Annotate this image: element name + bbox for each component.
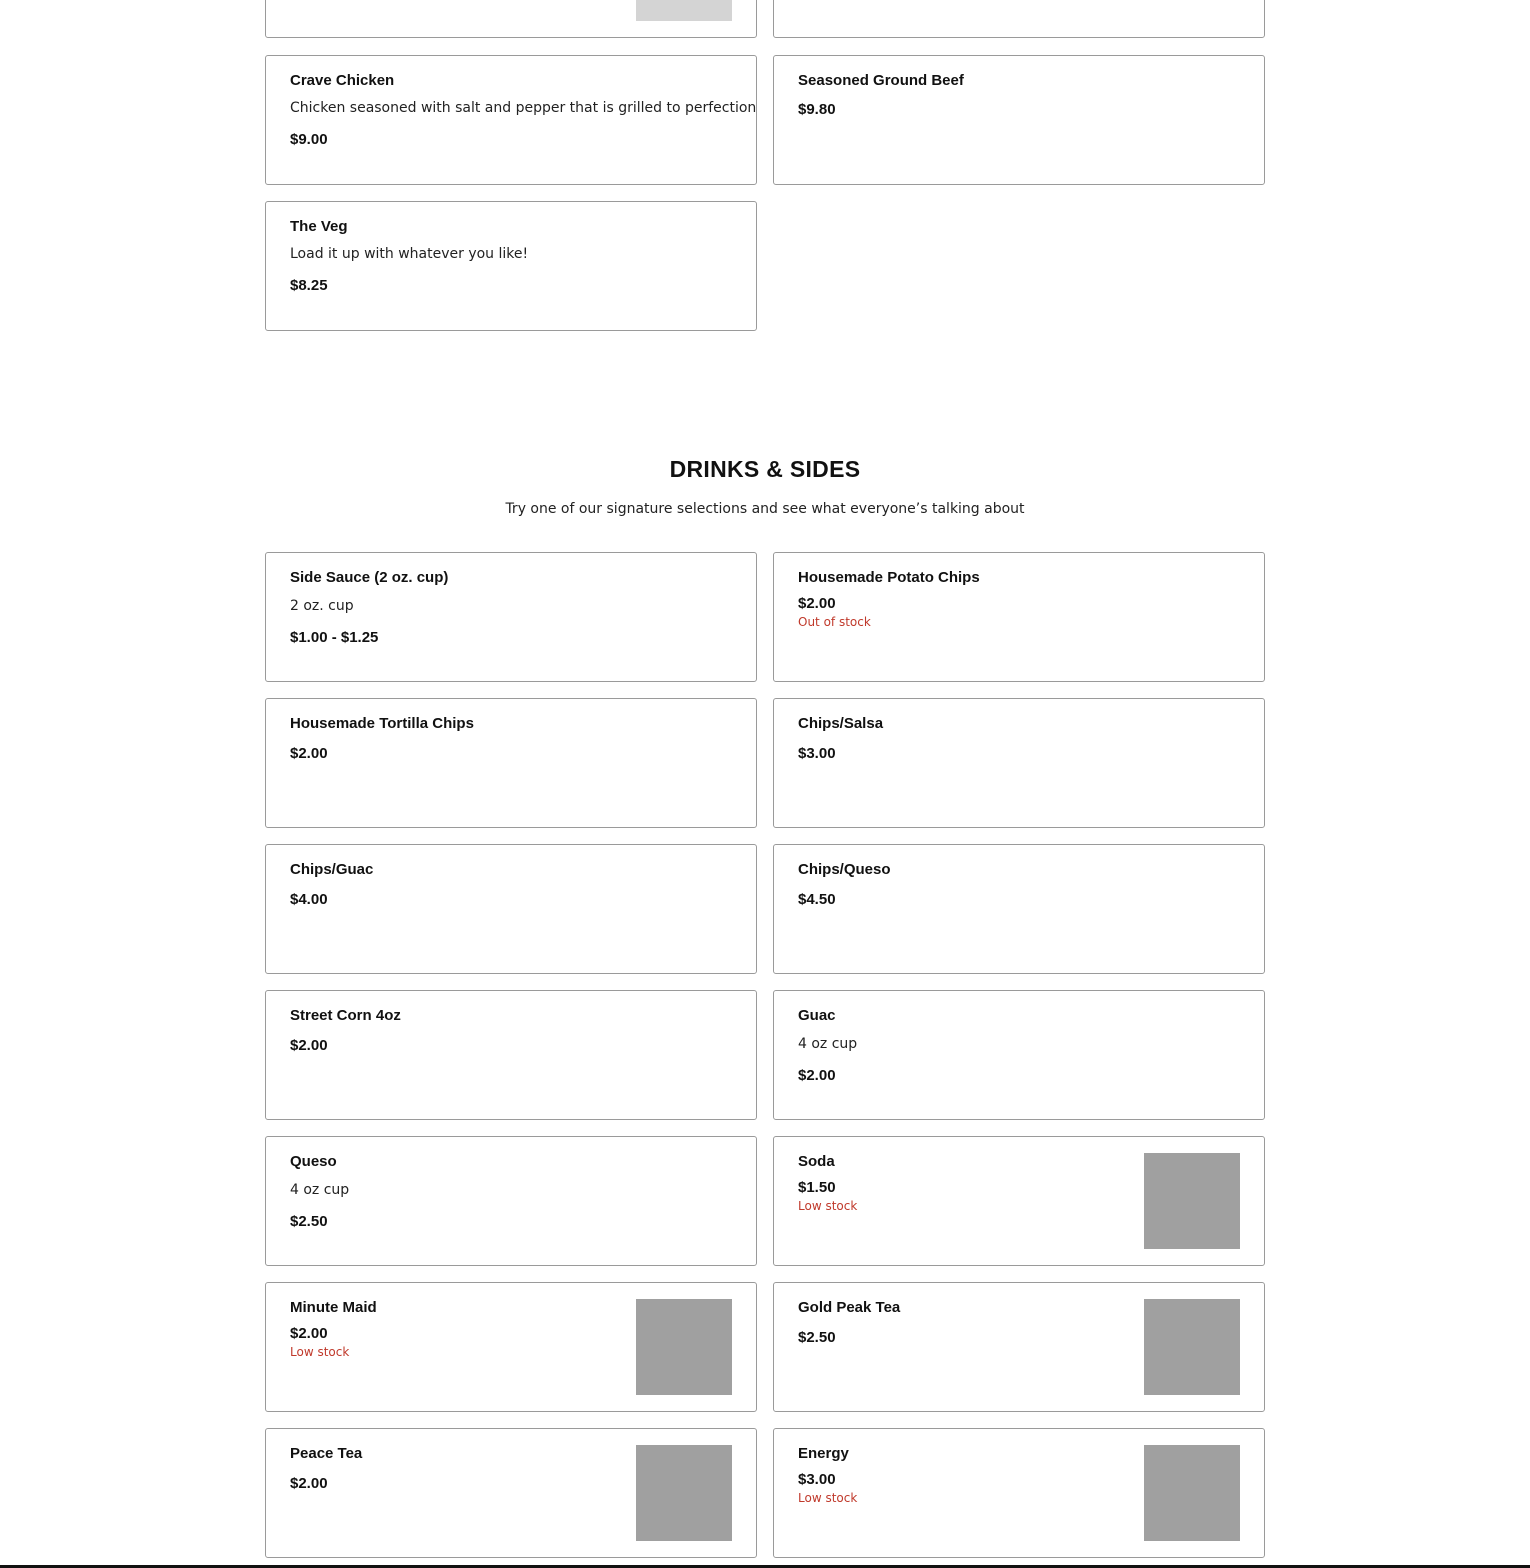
item-name: Guac bbox=[798, 1007, 836, 1024]
item-price: $2.00 bbox=[290, 745, 328, 762]
item-name: Side Sauce (2 oz. cup) bbox=[290, 569, 449, 586]
item-image bbox=[636, 1299, 732, 1395]
item-image bbox=[1144, 1299, 1240, 1395]
item-price: $2.00 bbox=[798, 1067, 836, 1084]
menu-item-card-partial[interactable] bbox=[265, 0, 757, 38]
item-name: Seasoned Ground Beef bbox=[798, 72, 964, 89]
item-price: $2.50 bbox=[798, 1329, 836, 1346]
menu-item-card-the-veg[interactable] bbox=[265, 201, 757, 331]
stock-status: Low stock bbox=[798, 1199, 858, 1213]
menu-item-card-guac[interactable] bbox=[773, 990, 1265, 1120]
item-price: $1.00 - $1.25 bbox=[290, 629, 379, 646]
item-name: Queso bbox=[290, 1153, 337, 1170]
item-description: Chicken seasoned with salt and pepper that is grilled to perfection bbox=[290, 100, 757, 116]
item-price: $2.00 bbox=[290, 1037, 328, 1054]
section-subtitle: Try one of our signature selections and see what everyone’s talking about bbox=[505, 501, 1025, 517]
menu-item-card-chips-guac[interactable] bbox=[265, 844, 757, 974]
item-description: 2 oz. cup bbox=[290, 598, 354, 614]
item-price: $9.00 bbox=[290, 131, 328, 148]
item-price: $9.80 bbox=[798, 101, 836, 118]
menu-item-card-housemade-tortilla-chips[interactable] bbox=[265, 698, 757, 828]
section-title-drinks-sides: DRINKS & SIDES bbox=[669, 456, 861, 482]
item-price: $3.00 bbox=[798, 745, 836, 762]
menu-item-card-peace-tea[interactable] bbox=[265, 1428, 757, 1558]
item-image bbox=[1144, 1445, 1240, 1541]
item-price: $3.00 bbox=[798, 1471, 836, 1488]
item-name: Energy bbox=[798, 1445, 849, 1462]
item-price: $2.00 bbox=[290, 1325, 328, 1342]
item-name: Minute Maid bbox=[290, 1299, 377, 1316]
stock-status: Low stock bbox=[290, 1345, 350, 1359]
menu-item-card-gold-peak-tea[interactable] bbox=[773, 1282, 1265, 1412]
item-name: Crave Chicken bbox=[290, 72, 395, 89]
item-image bbox=[1144, 1153, 1240, 1249]
menu-item-card-queso[interactable] bbox=[265, 1136, 757, 1266]
item-name: Peace Tea bbox=[290, 1445, 363, 1462]
item-image bbox=[636, 1445, 732, 1541]
menu-item-card-energy[interactable] bbox=[773, 1428, 1265, 1558]
item-name: Chips/Queso bbox=[798, 861, 891, 878]
item-name: Housemade Tortilla Chips bbox=[290, 715, 474, 732]
item-price: $8.25 bbox=[290, 277, 328, 294]
item-name: The Veg bbox=[290, 218, 348, 235]
item-description: Load it up with whatever you like! bbox=[290, 246, 529, 262]
menu-item-card-housemade-potato-chips[interactable] bbox=[773, 552, 1265, 682]
menu-item-card-street-corn[interactable] bbox=[265, 990, 757, 1120]
menu-item-card-side-sauce[interactable] bbox=[265, 552, 757, 682]
menu-item-card-soda[interactable] bbox=[773, 1136, 1265, 1266]
item-name: Chips/Salsa bbox=[798, 715, 884, 732]
item-name: Soda bbox=[798, 1153, 835, 1170]
menu-item-card-partial[interactable] bbox=[773, 0, 1265, 38]
menu-item-card-chips-queso[interactable] bbox=[773, 844, 1265, 974]
item-name: Housemade Potato Chips bbox=[798, 569, 980, 586]
item-price: $4.00 bbox=[290, 891, 328, 908]
item-name: Street Corn 4oz bbox=[290, 1007, 401, 1024]
item-description: 4 oz cup bbox=[290, 1182, 350, 1198]
item-price: $2.50 bbox=[290, 1213, 328, 1230]
stock-status: Out of stock bbox=[798, 615, 871, 629]
stock-status: Low stock bbox=[798, 1491, 858, 1505]
item-price: $2.00 bbox=[798, 595, 836, 612]
menu-item-card-seasoned-ground-beef[interactable] bbox=[773, 55, 1265, 185]
menu-item-card-chips-salsa[interactable] bbox=[773, 698, 1265, 828]
menu-item-card-minute-maid[interactable] bbox=[265, 1282, 757, 1412]
menu-item-card-crave-chicken[interactable] bbox=[265, 55, 757, 185]
item-description: 4 oz cup bbox=[798, 1036, 858, 1052]
item-price: $2.00 bbox=[290, 1475, 328, 1492]
item-price: $1.50 bbox=[798, 1179, 836, 1196]
item-image bbox=[636, 0, 732, 21]
item-name: Chips/Guac bbox=[290, 861, 374, 878]
item-name: Gold Peak Tea bbox=[798, 1299, 901, 1316]
item-price: $4.50 bbox=[798, 891, 836, 908]
